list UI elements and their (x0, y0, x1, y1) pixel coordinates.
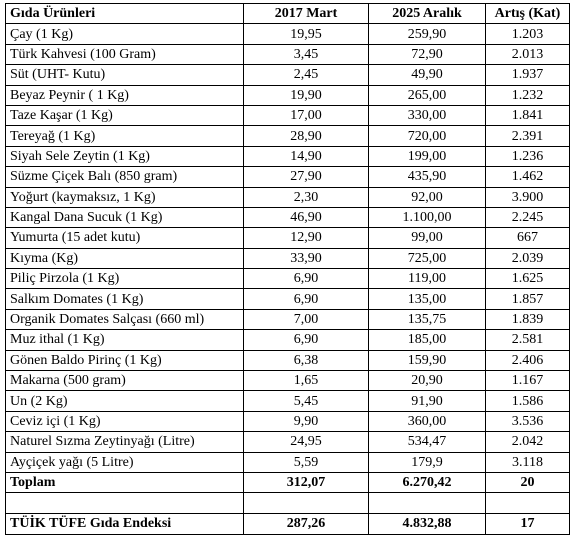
table-body (6, 24, 570, 534)
price-2017-cell: 312,07 (244, 472, 369, 492)
product-cell: Süt (UHT- Kutu) (6, 65, 244, 85)
price-2025-cell: 360,00 (369, 411, 486, 431)
empty-cell (369, 493, 486, 513)
product-cell: TÜİK TÜFE Gıda Endeksi (6, 513, 244, 534)
increase-cell: 3.900 (486, 187, 570, 207)
table-row (6, 309, 570, 329)
price-2025-cell: 159,90 (369, 350, 486, 370)
header-row (6, 4, 570, 24)
price-2025-cell: 4.832,88 (369, 513, 486, 534)
table-row (6, 146, 570, 166)
price-2025-cell: 49,90 (369, 65, 486, 85)
price-2025-cell: 265,00 (369, 85, 486, 105)
table-row (6, 228, 570, 248)
increase-cell: 667 (486, 228, 570, 248)
table-row (6, 269, 570, 289)
increase-cell: 1.167 (486, 371, 570, 391)
increase-cell: 2.039 (486, 248, 570, 268)
price-2025-cell: 435,90 (369, 167, 486, 187)
empty-cell (486, 493, 570, 513)
total-row (6, 472, 570, 492)
price-2025-cell: 135,00 (369, 289, 486, 309)
price-2017-cell: 19,95 (244, 24, 369, 44)
header-2017: 2017 Mart (244, 4, 369, 24)
spacer-row (6, 493, 570, 513)
price-2017-cell: 27,90 (244, 167, 369, 187)
price-2017-cell: 2,30 (244, 187, 369, 207)
price-2017-cell: 19,90 (244, 85, 369, 105)
product-cell: Un (2 Kg) (6, 391, 244, 411)
table-row (6, 167, 570, 187)
product-cell: Piliç Pirzola (1 Kg) (6, 269, 244, 289)
price-2025-cell: 259,90 (369, 24, 486, 44)
table-row (6, 432, 570, 452)
product-cell: Beyaz Peynir ( 1 Kg) (6, 85, 244, 105)
table-row (6, 44, 570, 64)
increase-cell: 1.462 (486, 167, 570, 187)
header-increase: Artış (Kat) (486, 4, 570, 24)
product-cell: Muz ithal (1 Kg) (6, 330, 244, 350)
table-row (6, 330, 570, 350)
product-cell: Organik Domates Salçası (660 ml) (6, 309, 244, 329)
price-2017-cell: 3,45 (244, 44, 369, 64)
price-2017-cell: 12,90 (244, 228, 369, 248)
table-row (6, 350, 570, 370)
table-row (6, 85, 570, 105)
price-2025-cell: 330,00 (369, 105, 486, 125)
increase-cell: 20 (486, 472, 570, 492)
price-2025-cell: 20,90 (369, 371, 486, 391)
price-2017-cell: 6,90 (244, 330, 369, 350)
index-row (6, 513, 570, 534)
price-table-container (5, 3, 570, 535)
price-2025-cell: 92,00 (369, 187, 486, 207)
increase-cell: 1.625 (486, 269, 570, 289)
increase-cell: 1.937 (486, 65, 570, 85)
empty-cell (244, 493, 369, 513)
product-cell: Naturel Sızma Zeytinyağı (Litre) (6, 432, 244, 452)
product-cell: Kangal Dana Sucuk (1 Kg) (6, 207, 244, 227)
increase-cell: 1.232 (486, 85, 570, 105)
price-2025-cell: 179,9 (369, 452, 486, 472)
product-cell: Toplam (6, 472, 244, 492)
increase-cell: 2.406 (486, 350, 570, 370)
price-2017-cell: 7,00 (244, 309, 369, 329)
price-2017-cell: 6,90 (244, 269, 369, 289)
price-2017-cell: 33,90 (244, 248, 369, 268)
price-2025-cell: 185,00 (369, 330, 486, 350)
price-2017-cell: 6,90 (244, 289, 369, 309)
price-2017-cell: 28,90 (244, 126, 369, 146)
increase-cell: 2.245 (486, 207, 570, 227)
increase-cell: 1.841 (486, 105, 570, 125)
price-2017-cell: 9,90 (244, 411, 369, 431)
price-2025-cell: 720,00 (369, 126, 486, 146)
product-cell: Süzme Çiçek Balı (850 gram) (6, 167, 244, 187)
product-cell: Yumurta (15 adet kutu) (6, 228, 244, 248)
product-cell: Türk Kahvesi (100 Gram) (6, 44, 244, 64)
price-2025-cell: 91,90 (369, 391, 486, 411)
table-row (6, 207, 570, 227)
increase-cell: 2.581 (486, 330, 570, 350)
table-row (6, 452, 570, 472)
product-cell: Salkım Domates (1 Kg) (6, 289, 244, 309)
increase-cell: 2.042 (486, 432, 570, 452)
increase-cell: 2.013 (486, 44, 570, 64)
empty-cell (6, 493, 244, 513)
price-2017-cell: 6,38 (244, 350, 369, 370)
price-2017-cell: 5,45 (244, 391, 369, 411)
increase-cell: 1.203 (486, 24, 570, 44)
price-2017-cell: 2,45 (244, 65, 369, 85)
price-2025-cell: 99,00 (369, 228, 486, 248)
table-row (6, 248, 570, 268)
price-2025-cell: 6.270,42 (369, 472, 486, 492)
price-2017-cell: 46,90 (244, 207, 369, 227)
price-2017-cell: 5,59 (244, 452, 369, 472)
product-cell: Makarna (500 gram) (6, 371, 244, 391)
increase-cell: 3.118 (486, 452, 570, 472)
increase-cell: 1.586 (486, 391, 570, 411)
food-price-table (5, 3, 570, 535)
product-cell: Ayçiçek yağı (5 Litre) (6, 452, 244, 472)
product-cell: Kıyma (Kg) (6, 248, 244, 268)
table-row (6, 289, 570, 309)
table-row (6, 391, 570, 411)
price-2017-cell: 14,90 (244, 146, 369, 166)
price-2017-cell: 1,65 (244, 371, 369, 391)
price-2017-cell: 24,95 (244, 432, 369, 452)
table-row (6, 126, 570, 146)
price-2025-cell: 72,90 (369, 44, 486, 64)
product-cell: Siyah Sele Zeytin (1 Kg) (6, 146, 244, 166)
price-2025-cell: 135,75 (369, 309, 486, 329)
product-cell: Çay (1 Kg) (6, 24, 244, 44)
table-row (6, 105, 570, 125)
price-2017-cell: 17,00 (244, 105, 369, 125)
table-row (6, 371, 570, 391)
price-2025-cell: 534,47 (369, 432, 486, 452)
price-2025-cell: 119,00 (369, 269, 486, 289)
increase-cell: 1.839 (486, 309, 570, 329)
product-cell: Taze Kaşar (1 Kg) (6, 105, 244, 125)
increase-cell: 1.857 (486, 289, 570, 309)
product-cell: Gönen Baldo Pirinç (1 Kg) (6, 350, 244, 370)
increase-cell: 1.236 (486, 146, 570, 166)
product-cell: Yoğurt (kaymaksız, 1 Kg) (6, 187, 244, 207)
table-row (6, 65, 570, 85)
price-2017-cell: 287,26 (244, 513, 369, 534)
header-2025: 2025 Aralık (369, 4, 486, 24)
price-2025-cell: 199,00 (369, 146, 486, 166)
product-cell: Tereyağ (1 Kg) (6, 126, 244, 146)
price-2025-cell: 1.100,00 (369, 207, 486, 227)
increase-cell: 3.536 (486, 411, 570, 431)
table-row (6, 24, 570, 44)
increase-cell: 17 (486, 513, 570, 534)
table-row (6, 187, 570, 207)
increase-cell: 2.391 (486, 126, 570, 146)
price-2025-cell: 725,00 (369, 248, 486, 268)
header-product: Gıda Ürünleri (6, 4, 244, 24)
table-row (6, 411, 570, 431)
product-cell: Ceviz içi (1 Kg) (6, 411, 244, 431)
